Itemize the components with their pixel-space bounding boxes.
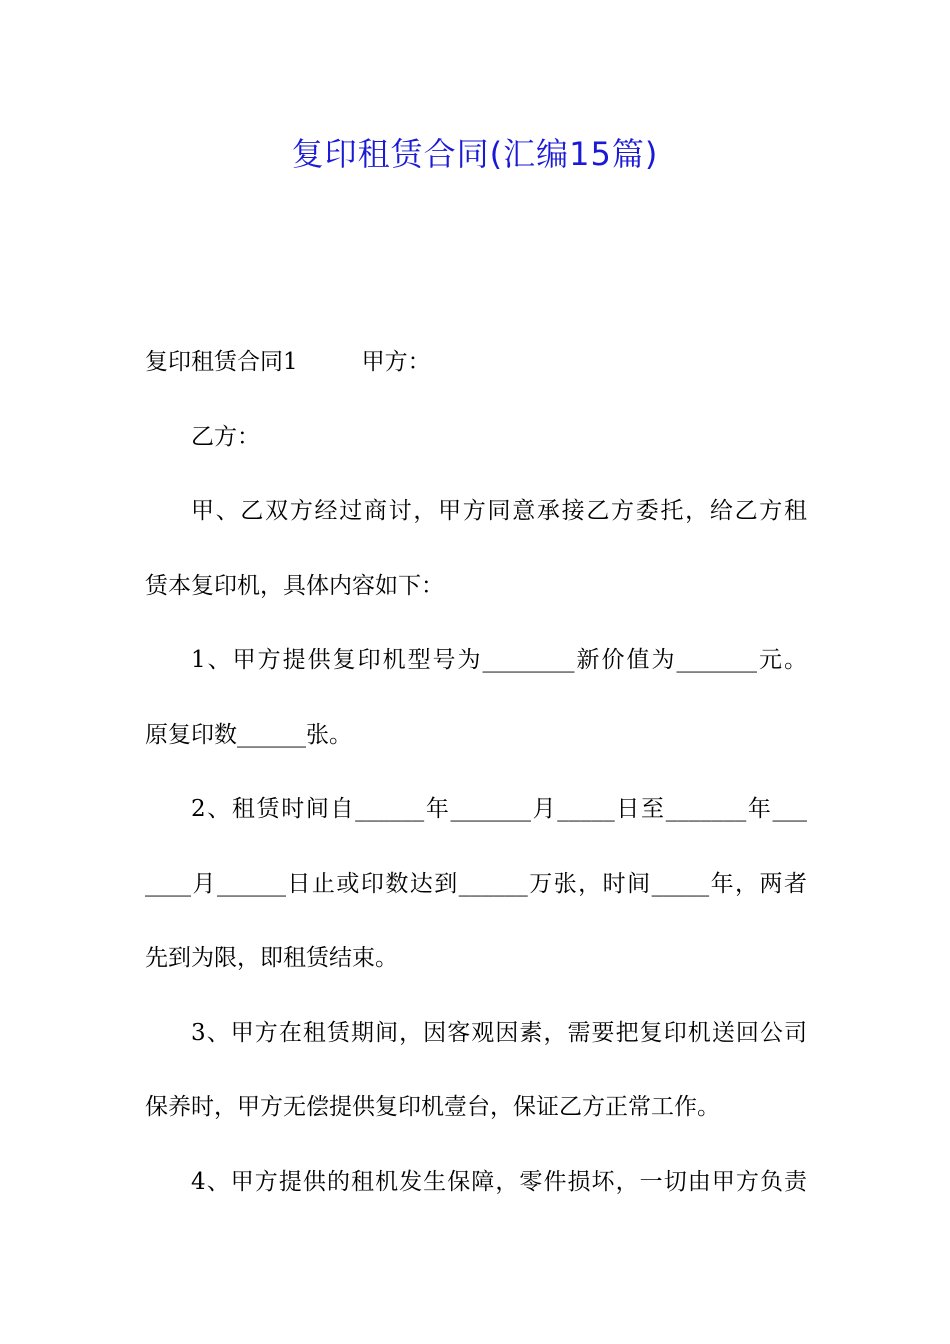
clause-2-line: 先到为限，即租赁结束。 xyxy=(145,945,398,971)
clause-1-line: 1、甲方提供复印机型号为________新价值为_______元。 xyxy=(191,647,807,673)
party-b-line: 乙方： xyxy=(191,423,260,450)
document-title: 复印租赁合同(汇编15篇) xyxy=(291,135,659,173)
clause-2-line: 2、租赁时间自______年_______月_____日至_______年___ xyxy=(191,796,807,822)
clause-3-line: 3、甲方在租赁期间，因客观因素，需要把复印机送回公司 xyxy=(191,1019,807,1046)
paragraph-line: 甲、乙双方经过商讨，甲方同意承接乙方委托，给乙方租 xyxy=(191,498,807,524)
section-label: 复印租赁合同1 xyxy=(145,349,298,375)
clause-3-line: 保养时，甲方无偿提供复印机壹台，保证乙方正常工作。 xyxy=(145,1094,720,1120)
section-heading-line xyxy=(145,334,807,409)
clause-2-line: ____月______日止或印数达到______万张，时间_____年，两者 xyxy=(145,870,807,897)
paragraph-line: 赁本复印机，具体内容如下： xyxy=(145,572,444,599)
clause-1-line: 原复印数______张。 xyxy=(145,721,352,748)
document-body xyxy=(145,334,807,1228)
party-a-label: 甲方： xyxy=(361,349,431,375)
clause-4-line: 4、甲方提供的租机发生保障，零件损坏，一切由甲方负责 xyxy=(191,1168,807,1195)
